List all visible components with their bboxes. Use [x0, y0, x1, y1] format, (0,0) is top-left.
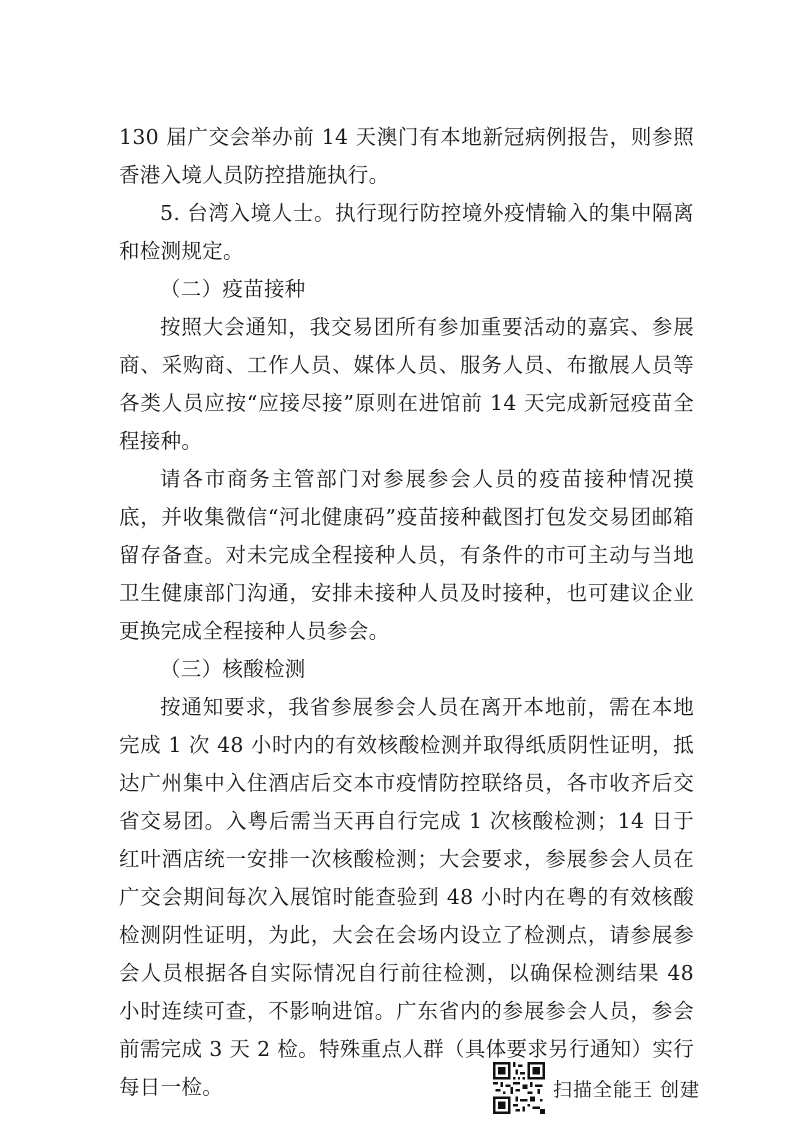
document-body — [119, 118, 694, 1106]
paragraph-taiwan-rule: 5. 台湾入境人士。执行现行防控境外疫情输入的集中隔离和检测规定。 — [119, 201, 694, 263]
qr-code-icon — [493, 1062, 545, 1114]
section-heading-vaccination: （二）疫苗接种 — [160, 277, 306, 301]
scanner-brand-label: 扫描全能王 创建 — [553, 1078, 701, 1101]
paragraph-vaccination-survey: 请各市商务主管部门对参展参会人员的疫苗接种情况摸底，并收集微信“河北健康码”疫苗接种截图打包发交易团邮箱留存备查。对未完成全程接种人员，有条件的市可主动与当地卫生健康部门沟通，安排未接种人员及时接种，也可建议企业更换完成全程接种人员参会。 — [119, 467, 694, 643]
paragraph-vaccination-notice: 按照大会通知，我交易团所有参加重要活动的嘉宾、参展商、采购商、工作人员、媒体人员、服务人员、布撤展人员等各类人员应按“应接尽接”原则在进馆前 14 天完成新冠疫苗全程接种。 — [119, 315, 694, 453]
section-heading-nucleic-test: （三）核酸检测 — [160, 657, 306, 681]
paragraph-macau-rule: 130 届广交会举办前 14 天澳门有本地新冠病例报告，则参照香港入境人员防控措施执行。 — [119, 125, 694, 187]
paragraph-nucleic-test: 按通知要求，我省参展参会人员在离开本地前，需在本地完成 1 次 48 小时内的有效核酸检测并取得纸质阴性证明，抵达广州集中入住酒店后交本市疫情防控联络员，各市收齐后交省交易团。入粤后需当天再自行完成 1 次核酸检测；14 日于红叶酒店统一安排一次核酸检测；大会要求，参展参会人员在广交会期间每次入展馆时能查验到 48 小时内在粤的有效核酸检测阴性证明，为此，大会在会场内设立了检测点，请参展参会人员根据各自实际情况自行前往检测，以确保检测结果 48 小时连续可查，不影响进馆。广东省内的参展参会人员，参会前需完成 3 天 2 检。特殊重点人群（具体要求另行通知）实行每日一检。 — [119, 695, 694, 1099]
scanner-watermark — [493, 1062, 700, 1114]
